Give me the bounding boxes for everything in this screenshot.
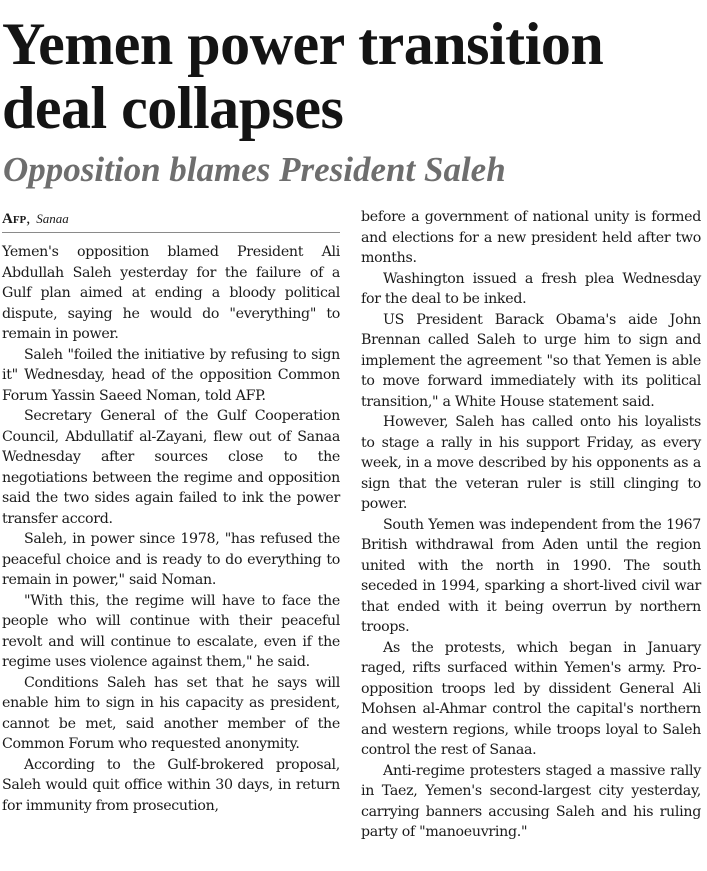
paragraph: Yemen's opposition blamed President Ali Abdullah Saleh yesterday for the failure of a Gulf plan aimed at ending a bloody political dispute, saying he would do "everything" to remain in power. [2, 244, 340, 342]
paragraph: "With this, the regime will have to face the people who will continue with their peaceful revolt and will continue to escalate, even if the regime uses violence against them," he said. [2, 592, 340, 670]
article-column-left [2, 242, 340, 816]
byline-location: Sanaa [36, 211, 69, 226]
paragraph: Washington issued a fresh plea Wednesday for the deal to be inked. [361, 270, 701, 307]
paragraph: before a government of national unity is formed and elections for a new president held after two months. [361, 209, 701, 266]
paragraph: As the protests, which began in January raged, rifts surfaced within Yemen's army. Pro-opposition troops led by dissident General Ali Mohsen al-Ahmar control the capital's northern and western regions, while troops loyal to Saleh control the rest of Sanaa. [361, 639, 701, 758]
paragraph: Conditions Saleh has set that he says will enable him to sign in his capacity as president, cannot be met, said another member of the Common Forum who requested anonymity. [2, 674, 340, 752]
paragraph: However, Saleh has called onto his loyalists to stage a rally in his support Friday, as every week, in a move described by his opponents as a sign that the veteran ruler is still clinging to power. [361, 414, 701, 512]
paragraph: South Yemen was independent from the 1967 British withdrawal from Aden until the region united with the north in 1990. The south seceded in 1994, sparking a short-lived civil war that ended with it being overrun by northern troops. [361, 516, 701, 635]
byline-separator: , [26, 210, 31, 227]
paragraph: Saleh "foiled the initiative by refusing to sign it" Wednesday, head of the opposition Common Forum Yassin Saeed Noman, told AFP. [2, 346, 340, 404]
paragraph: Secretary General of the Gulf Cooperation Council, Abdullatif al-Zayani, flew out of Sanaa Wednesday after sources close to the negotiations between the regime and opposition said the two sides again failed to ink the power transfer accord. [2, 408, 340, 527]
paragraph: Saleh, in power since 1978, "has refused the peaceful choice and is ready to do everything to remain in power," said Noman. [2, 531, 340, 588]
paragraph: According to the Gulf-brokered proposal, Saleh would quit office within 30 days, in return for immunity from prosecution, [2, 756, 340, 814]
article-headline: Yemen power transition deal collapses [2, 11, 604, 141]
article-column-right [361, 207, 701, 843]
paragraph: Anti-regime protesters staged a massive rally in Taez, Yemen's second-largest city yesterday, carrying banners accusing Saleh and his ruling party of "manoeuvring." [361, 762, 701, 840]
byline [2, 210, 340, 233]
article-subheadline: Opposition blames President Saleh [3, 150, 506, 189]
paragraph: US President Barack Obama's aide John Brennan called Saleh to urge him to sign and implement the agreement "so that Yemen is able to move forward immediately with its political transition," a White House statement said. [361, 311, 701, 410]
byline-agency: Afp [2, 211, 27, 227]
